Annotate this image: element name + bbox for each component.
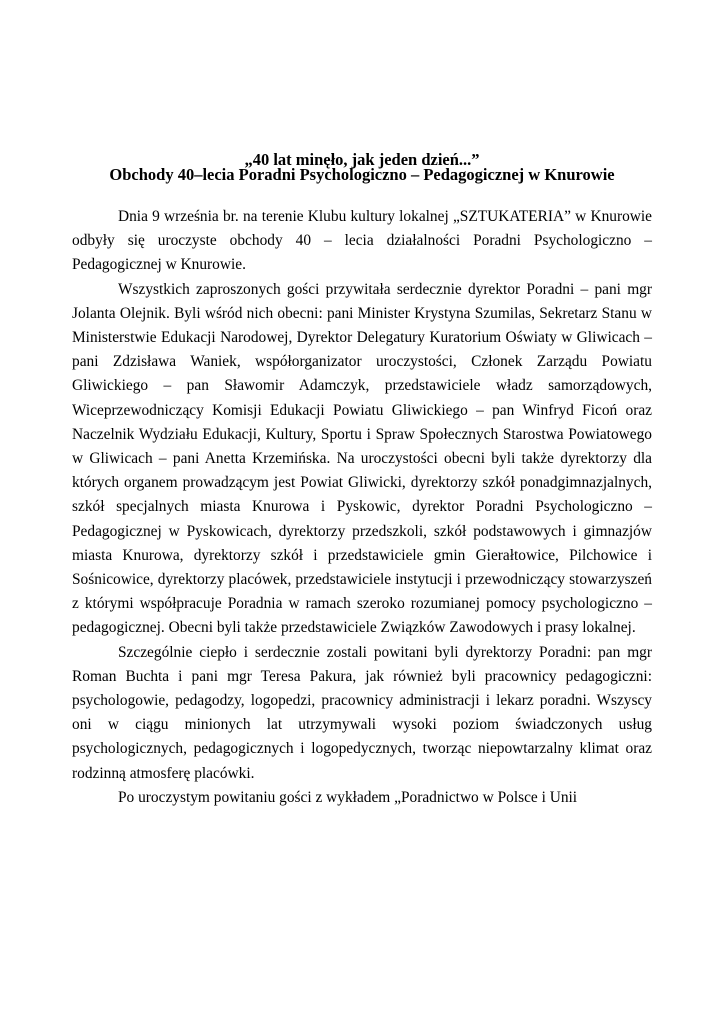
document-title: „40 lat minęło, jak jeden dzień...”: [244, 150, 480, 169]
paragraph-4: Po uroczystym powitaniu gości z wykładem „Poradnictwo w Polsce i Unii: [118, 788, 578, 806]
document-subtitle: Obchody 40–lecia Poradni Psychologiczno – Pedagogicznej w Knurowie: [109, 165, 615, 184]
paragraph-1: Dnia 9 września br. na terenie Klubu kultury lokalnej „SZTUKATERIA” w Knurowie odbyły się uroczyste obchody 40 – lecia działalności Poradni Psychologiczno – Pedagogicznej w Knurowie.: [72, 208, 652, 274]
document-body: [72, 205, 652, 810]
paragraph-3: Szczególnie ciepło i serdecznie zostali powitani byli dyrektorzy Poradni: pan mgr Roman Buchta i pani mgr Teresa Pakura, jak również byli pracownicy pedagogiczni: psychologowie, pedagodzy, logopedzi, pracownicy administracji i lekarz poradni. Wszyscy oni w ciągu minionych lat utrzymywali wysoki poziom świadczonych usług psychologicznych, pedagogicznych i logopedycznych, tworząc niepowtarzalny klimat oraz rodzinną atmosferę placówki.: [72, 643, 652, 782]
paragraph-2: Wszystkich zaproszonych gości przywitała serdecznie dyrektor Poradni – pani mgr Jolanta Olejnik. Byli wśród nich obecni: pani Minister Krystyna Szumilas, Sekretarz Stanu w Ministerstwie Edukacji Narodowej, Dyrektor Delegatury Kuratorium Oświaty w Gliwicach – pani Zdzisława Waniek, współorganizator uroczystości, Członek Zarządu Powiatu Gliwickiego – pan Sławomir Adamczyk, przedstawiciele władz samorządowych, Wiceprzewodniczący Komisji Edukacji Powiatu Gliwickiego – pan Winfryd Ficoń oraz Naczelnik Wydziału Edukacji, Kultury, Sportu i Spraw Społecznych Starostwa Powiatowego w Gliwicach – pani Anetta Krzemińska. Na uroczystości obecni byli także dyrektorzy dla których organem prowadzącym jest Powiat Gliwicki, dyrektorzy szkół ponadgimnazjalnych, szkół specjalnych miasta Knurowa i Pyskowic, dyrektor Poradni Psychologiczno – Pedagogicznej w Pyskowicach, dyrektorzy przedszkoli, szkół podstawowych i gimnazjów miasta Knurowa, dyrektorzy szkół i przedstawiciele gmin Gierałtowice, Pilchowice i Sośnicowice, dyrektorzy placówek, przedstawiciele instytucji i przewodniczący stowarzyszeń z którymi współpracuje Poradnia w ramach szeroko rozumianej pomocy psychologiczno – pedagogicznej. Obecni byli także przedstawiciele Związków Zawodowych i prasy lokalnej.: [72, 280, 652, 637]
